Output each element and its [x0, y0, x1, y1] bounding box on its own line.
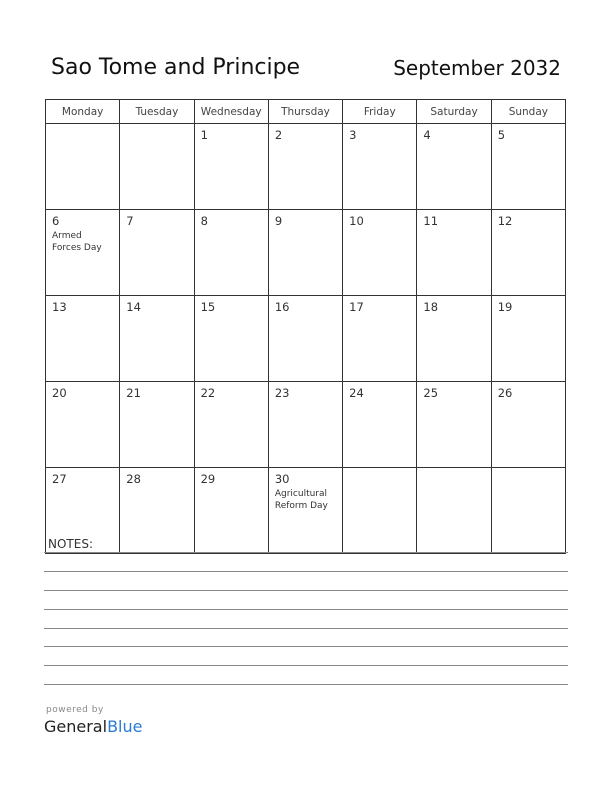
weekday-monday: Monday [46, 100, 120, 124]
notes-line [44, 665, 568, 666]
day-number: 4 [423, 128, 431, 142]
calendar-grid [45, 99, 566, 554]
day-number: 29 [200, 472, 216, 486]
month-title: September 2032 [393, 56, 561, 80]
day-cell [343, 468, 417, 554]
weekday-tuesday: Tuesday [120, 100, 194, 124]
day-cell [46, 124, 120, 210]
day-cell [491, 468, 565, 554]
week-row [46, 382, 566, 468]
day-cell [417, 124, 491, 210]
day-number: 24 [349, 386, 364, 400]
day-number: 18 [423, 300, 439, 314]
day-number: 23 [274, 386, 290, 400]
day-number: 16 [274, 300, 290, 314]
weekday-wednesday: Wednesday [194, 100, 268, 124]
day-cell [268, 468, 342, 554]
day-cell [491, 124, 565, 210]
day-cell [343, 210, 417, 296]
day-cell [343, 124, 417, 210]
day-cell [343, 296, 417, 382]
day-number: 2 [274, 128, 283, 142]
day-cell [194, 296, 268, 382]
weekday-saturday: Saturday [417, 100, 491, 124]
notes-label: NOTES: [48, 537, 93, 551]
day-cell [417, 468, 491, 554]
day-number: 8 [200, 214, 208, 228]
day-cell [46, 382, 120, 468]
day-cell [417, 210, 491, 296]
day-number: 14 [126, 300, 141, 314]
powered-by-text: powered by [46, 705, 104, 715]
day-cell [491, 382, 565, 468]
day-number: 21 [126, 386, 141, 400]
notes-line [44, 552, 568, 553]
day-number: 19 [497, 300, 513, 314]
day-number: 25 [423, 386, 439, 400]
day-number: 30 [274, 472, 290, 486]
week-row [46, 468, 566, 554]
week-row [46, 124, 566, 210]
day-cell [120, 124, 194, 210]
notes-line [44, 646, 568, 647]
day-cell [268, 296, 342, 382]
weekday-header-row [46, 100, 566, 124]
day-cell [268, 210, 342, 296]
country-title: Sao Tome and Principe [51, 55, 301, 80]
week-row [46, 210, 566, 296]
brand-logo[interactable] [44, 717, 142, 736]
notes-line [44, 590, 568, 591]
notes-line [44, 628, 568, 629]
day-number: 17 [349, 300, 364, 314]
notes-line [44, 684, 568, 685]
day-number: 10 [349, 214, 364, 228]
day-cell [268, 382, 342, 468]
day-number: 13 [52, 300, 67, 314]
day-cell [120, 296, 194, 382]
day-cell [417, 296, 491, 382]
day-number: 3 [349, 128, 357, 142]
day-number: 9 [274, 214, 283, 228]
day-number: 6 [52, 214, 60, 228]
notes-line [44, 571, 568, 572]
day-cell [194, 382, 268, 468]
brand-general: General [44, 717, 108, 736]
day-cell [268, 124, 342, 210]
day-cell [46, 296, 120, 382]
day-number: 5 [497, 128, 506, 142]
day-cell [491, 210, 565, 296]
day-number: 15 [200, 300, 216, 314]
weekday-friday: Friday [343, 100, 417, 124]
day-number: 28 [126, 472, 141, 486]
day-cell [491, 296, 565, 382]
notes-line [44, 609, 568, 610]
day-number: 1 [200, 128, 208, 142]
day-number: 26 [497, 386, 513, 400]
holiday-label: Agricultural Reform Day [274, 489, 328, 511]
day-cell [194, 468, 268, 554]
holiday-label: Armed Forces Day [52, 231, 102, 253]
day-number: 7 [126, 214, 134, 228]
day-cell [120, 210, 194, 296]
brand-blue: Blue [107, 717, 143, 736]
day-number: 11 [423, 214, 439, 228]
day-number: 22 [200, 386, 216, 400]
day-cell [194, 210, 268, 296]
day-cell [46, 210, 120, 296]
day-number: 12 [497, 214, 513, 228]
day-cell [194, 124, 268, 210]
day-cell [120, 382, 194, 468]
day-number: 20 [52, 386, 67, 400]
day-cell [343, 382, 417, 468]
day-cell [120, 468, 194, 554]
week-row [46, 296, 566, 382]
day-cell [417, 382, 491, 468]
weekday-thursday: Thursday [268, 100, 342, 124]
day-number: 27 [52, 472, 67, 486]
weekday-sunday: Sunday [491, 100, 565, 124]
